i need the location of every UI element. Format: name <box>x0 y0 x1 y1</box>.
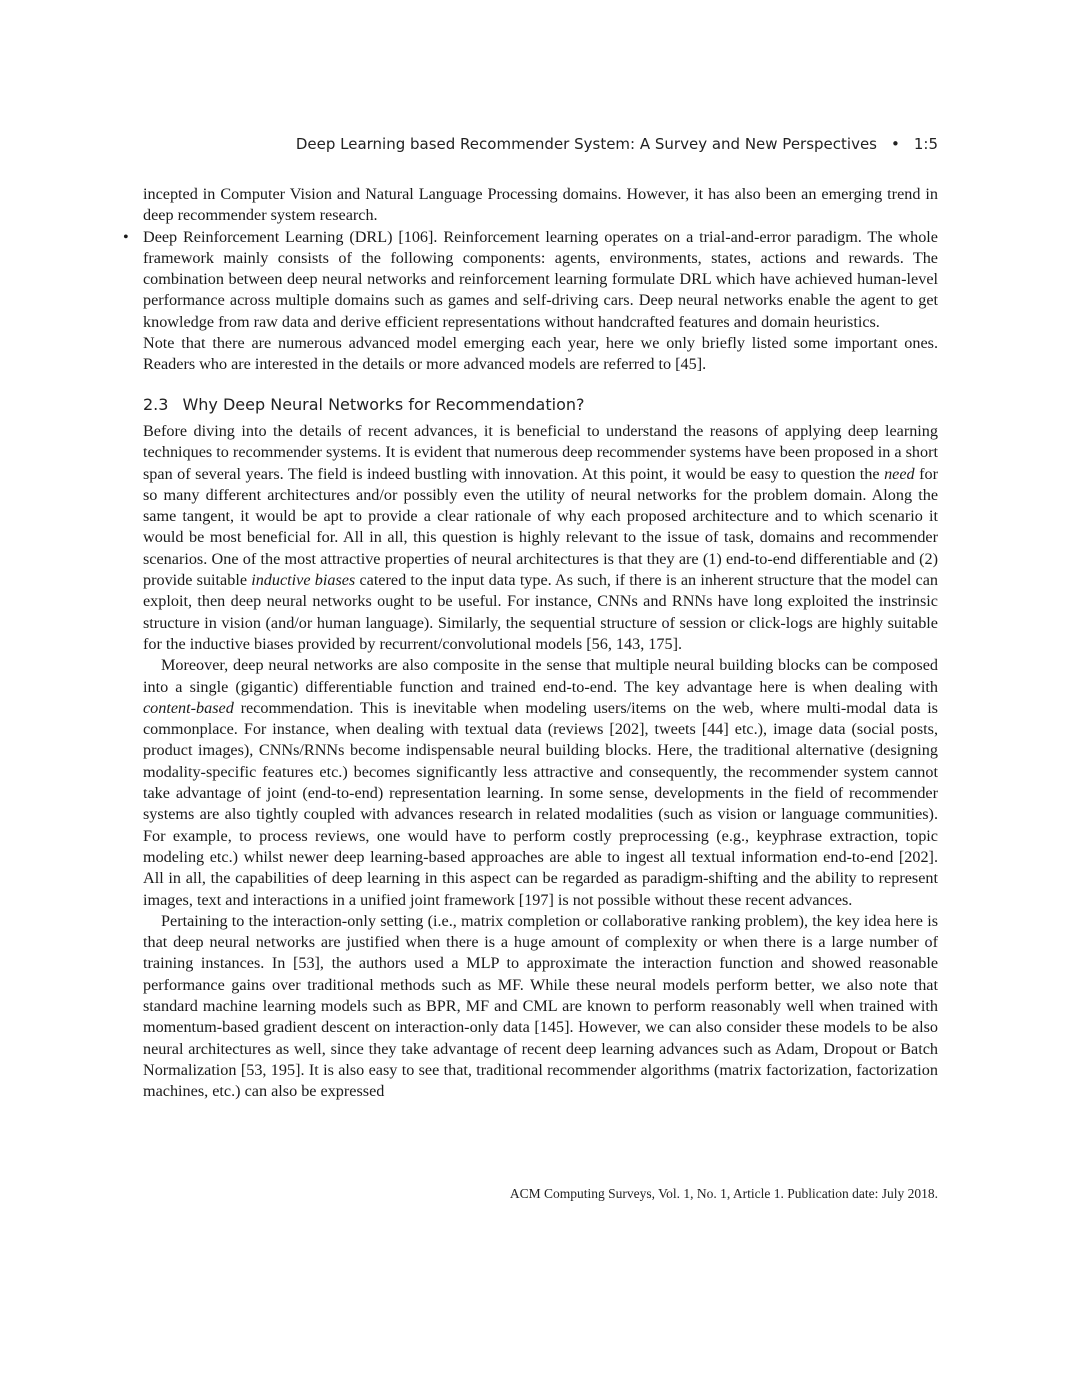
paragraph-2-text-b: recommendation. This is inevitable when modeling users/items on the web, where multi-modal data is commonplace. For instance, when dealing with textual data (reviews [202], tweets [44] etc.), image data (social posts, product images), CNNs/RNNs become indispensable neural building blocks. Here, the traditional alternative (designing modality-specific features etc.) becomes significantly less attractive and consequently, the recommender system cannot take advantage of joint (end-to-end) representation learning. In some sense, developments in the field of recommender systems are also tightly coupled with advances research in related modalities (such as vision or language communities). For example, to process reviews, one would have to perform costly preprocessing (e.g., keyphrase extraction, topic modeling etc.) whilst newer deep learning-based approaches are able to ingest all textual information end-to-end [202]. All in all, the capabilities of deep learning in this aspect can be regarded as paradigm-shifting and the ability to represent images, text and interactions in a unified joint framework [197] is not possible without these recent advances. <box>143 698 938 909</box>
emphasis-inductive-biases: inductive biases <box>251 571 356 590</box>
page-number: 1:5 <box>913 135 938 153</box>
list-item-text: Deep Reinforcement Learning (DRL) [106]. Reinforcement learning operates on a trial-and-error paradigm. The whole framework mainly consists of the following components: agents, environments, states, actions and rewards. The combination between deep neural networks and reinforcement learning formulate DRL which have achieved human-level performance across multiple domains such as games and self-driving cars. Deep neural networks enable the agent to get knowledge from raw data and derive efficient representations without handcrafted features and domain heuristics. <box>143 227 938 331</box>
section-number: 2.3 <box>143 394 169 414</box>
header-bullet: • <box>891 135 900 153</box>
section-heading <box>143 394 938 415</box>
paragraph-2-text-a: Moreover, deep neural networks are also composite in the sense that multiple neural building blocks can be composed into a single (gigantic) differentiable function and trained end-to-end. The key advantage here is when dealing with <box>143 656 938 696</box>
note-paragraph: Note that there are numerous advanced model emerging each year, here we only briefly listed some important ones. Readers who are interested in the details or more advanced models are referred to [45]. <box>143 334 938 374</box>
continuation-paragraph: incepted in Computer Vision and Natural Language Processing domains. However, it has also been an emerging trend in deep recommender system research. <box>143 185 938 225</box>
emphasis-need: need <box>884 464 915 483</box>
paragraph-3: Pertaining to the interaction-only setting (i.e., matrix completion or collaborative ranking problem), the key idea here is that deep neural networks are justified when there is a huge amount of complexity or when there is a large number of training instances. In [53], the authors used a MLP to approximate the interaction function and showed reasonable performance gains over traditional methods such as MF. While these neural models perform better, we also note that standard machine learning models such as BPR, MF and CML are known to perform reasonably well when trained with momentum-based gradient descent on interaction-only data [145]. However, we can also consider these models to be also neural architectures as well, since they take advantage of recent deep learning advances such as Adam, Dropout or Batch Normalization [53, 195]. It is also easy to see that, traditional recommender algorithms (matrix factorization, factorization machines, etc.) can also be expressed <box>143 911 938 1101</box>
paragraph-1-text-c: catered to the input data type. As such, if there is an inherent structure that the model can exploit, then deep neural networks ought to be useful. For instance, CNNs and RNNs have long exploited the instrinsic structure in vision (and/or human language). Similarly, the sequential structure of session or click-logs are highly suitable for the inductive biases provided by recurrent/convolutional models [56, 143, 175]. <box>143 571 939 653</box>
paragraph-1-text-a: Before diving into the details of recent advances, it is beneficial to understand the reasons of applying deep learning techniques to recommender systems. It is evident that numerous deep recommender systems have been proposed in a short span of several years. The field is indeed bustling with innovation. At this point, it would be easy to question the <box>143 421 938 483</box>
running-header <box>143 135 938 153</box>
emphasis-content-based: content-based <box>143 698 234 717</box>
section-title: Why Deep Neural Networks for Recommendation? <box>182 394 585 414</box>
page-footer: ACM Computing Surveys, Vol. 1, No. 1, Article 1. Publication date: July 2018. <box>509 1186 938 1201</box>
paragraph-1-text-b: for so many different architectures and/or possibly even the utility of neural networks for the problem domain. Along the same tangent, it would be apt to provide a clear rationale of why each proposed architecture and to which scenario it would be most beneficial for. All in all, this question is highly relevant to the issue of task, domains and recommender scenarios. One of the most attractive properties of neural architectures is that they are (1) end-to-end differentiable and (2) provide suitable <box>143 464 939 590</box>
list-item-drl <box>123 227 938 333</box>
running-title: Deep Learning based Recommender System: A Survey and New Perspectives <box>295 135 877 153</box>
paragraph-1 <box>143 421 938 655</box>
body-text <box>123 184 939 1102</box>
list-bullet: • <box>123 227 129 246</box>
paragraph-2 <box>143 655 938 911</box>
